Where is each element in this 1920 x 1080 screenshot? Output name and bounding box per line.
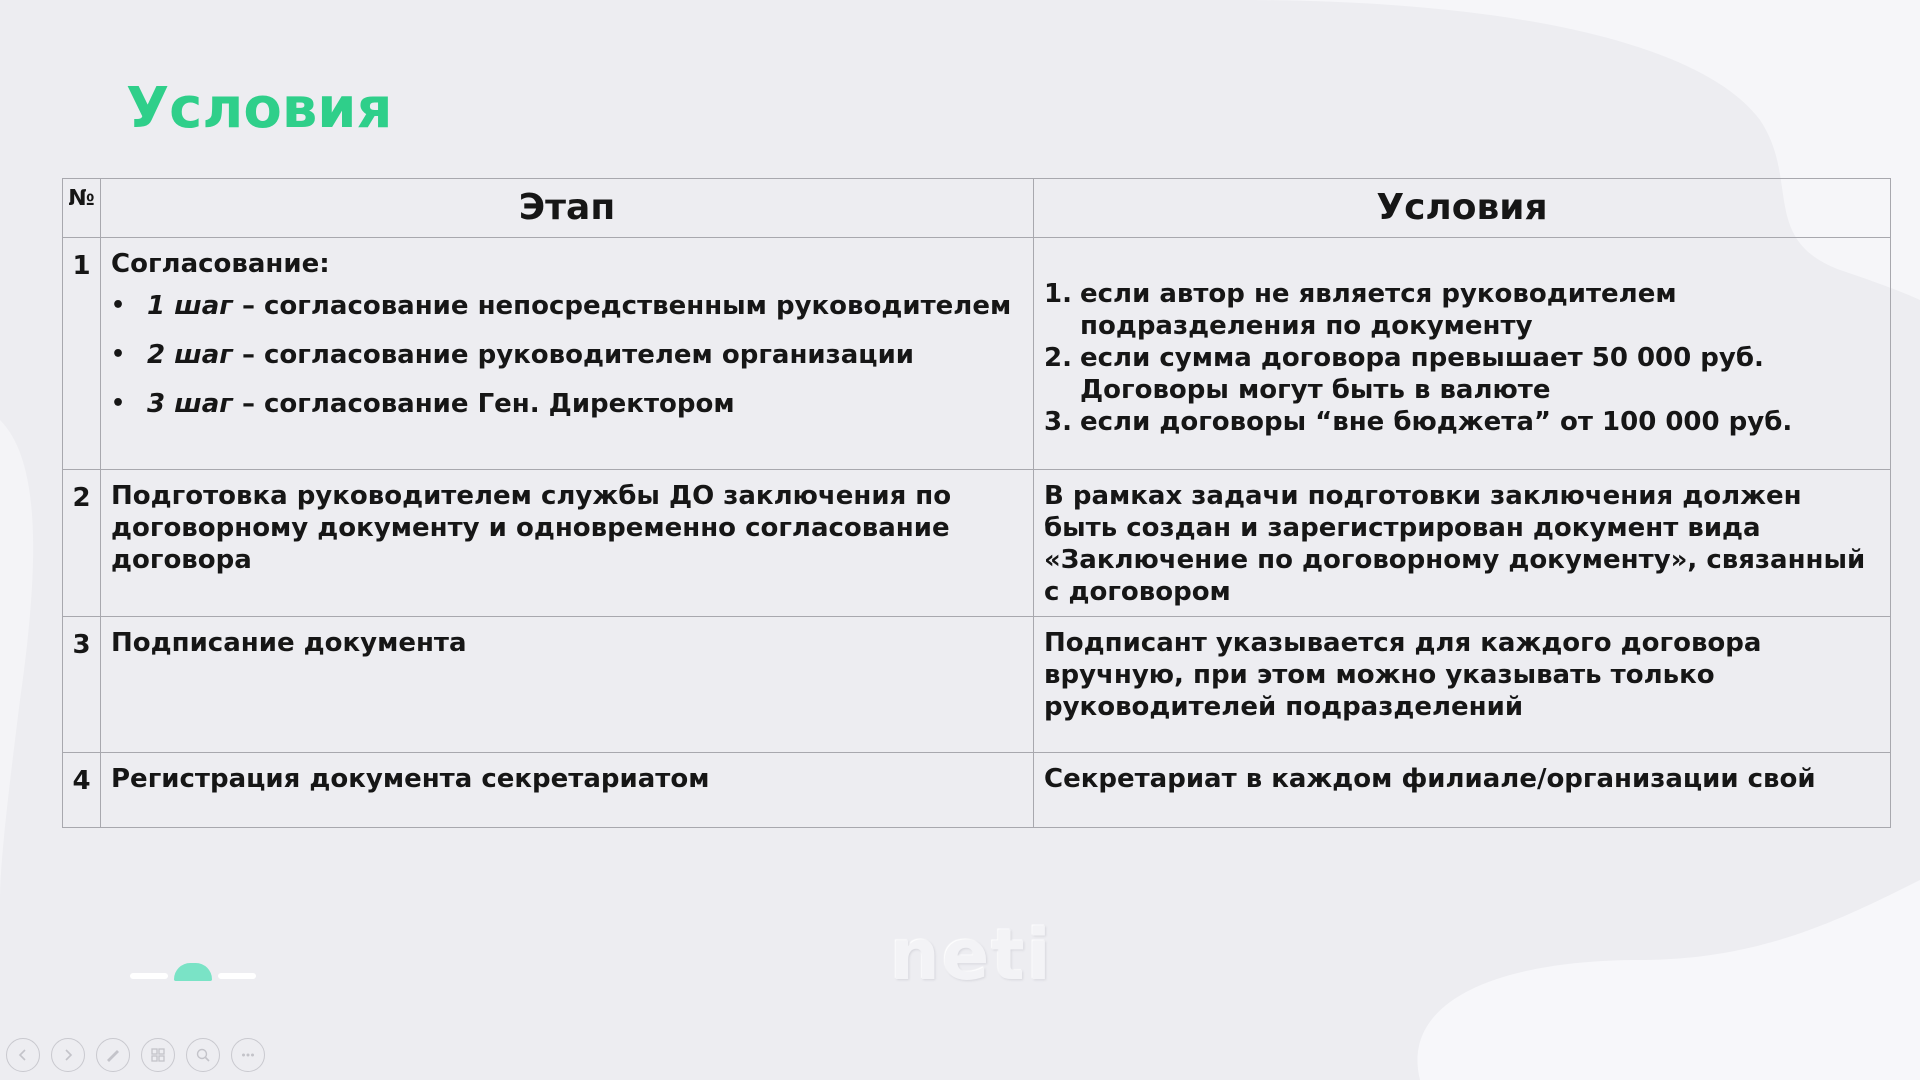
slides-grid-icon <box>150 1047 166 1063</box>
pager-dot-active[interactable] <box>174 963 212 981</box>
table-row <box>63 617 1891 753</box>
stage-cell: Подготовка руководителем службы ДО заключения по договорному документу и одновременно согласование договора <box>101 470 1034 617</box>
header-num: № <box>63 179 101 238</box>
list-number: 2. <box>1044 343 1072 373</box>
list-item <box>1044 406 1882 438</box>
condition-text: если сумма договора превышает 50 000 руб. Договоры могут быть в валюте <box>1080 343 1764 405</box>
step-text: – согласование руководителем организации <box>232 340 915 370</box>
bullet: • <box>111 342 126 367</box>
conditions-table <box>62 178 1891 828</box>
arrow-right-icon <box>61 1048 75 1062</box>
row-number: 1 <box>63 238 101 470</box>
neti-logo: neti <box>890 914 1053 996</box>
pager-dash-prev[interactable] <box>130 973 168 979</box>
table-row <box>63 470 1891 617</box>
condition-cell: В рамках задачи подготовки заключения должен быть создан и зарегистрирован документ вида «Заключение по договорному документу», связанный с договором <box>1034 470 1891 617</box>
slide-pager[interactable] <box>130 963 256 983</box>
bullet: • <box>111 293 126 318</box>
step-label: 3 шаг <box>147 389 233 419</box>
step-text: – согласование непосредственным руководителем <box>232 291 1012 321</box>
header-stage: Этап <box>101 179 1034 238</box>
row-number: 2 <box>63 470 101 617</box>
condition-text: если автор не является руководителем подразделения по документу <box>1080 279 1677 341</box>
stage-cell <box>101 238 1034 470</box>
table-row <box>63 753 1891 828</box>
list-item <box>111 290 1025 322</box>
stage-title: Согласование: <box>111 249 330 279</box>
list-number: 3. <box>1044 407 1072 437</box>
condition-cell: Подписант указывается для каждого договора вручную, при этом можно указывать только руководителей подразделений <box>1034 617 1891 753</box>
list-item <box>1044 342 1882 406</box>
slides-grid-button[interactable] <box>141 1038 175 1072</box>
zoom-button[interactable] <box>186 1038 220 1072</box>
slide-title: Условия <box>126 76 393 141</box>
zoom-icon <box>195 1047 211 1063</box>
list-number: 1. <box>1044 279 1072 309</box>
arrow-left-icon <box>16 1048 30 1062</box>
pager-dash-next[interactable] <box>218 973 256 979</box>
more-options-button[interactable] <box>231 1038 265 1072</box>
stage-cell: Регистрация документа секретариатом <box>101 753 1034 828</box>
stage-cell: Подписание документа <box>101 617 1034 753</box>
table-header-row <box>63 179 1891 238</box>
table-row <box>63 238 1891 470</box>
next-slide-button[interactable] <box>51 1038 85 1072</box>
conditions-list <box>1044 278 1882 438</box>
list-item <box>111 388 1025 420</box>
presentation-toolbar <box>6 1038 265 1074</box>
condition-text: если договоры “вне бюджета” от 100 000 руб. <box>1080 407 1793 437</box>
pen-icon <box>105 1047 121 1063</box>
step-label: 1 шаг <box>147 291 233 321</box>
pen-button[interactable] <box>96 1038 130 1072</box>
step-label: 2 шаг <box>147 340 233 370</box>
prev-slide-button[interactable] <box>6 1038 40 1072</box>
row-number: 4 <box>63 753 101 828</box>
row-number: 3 <box>63 617 101 753</box>
step-text: – согласование Ген. Директором <box>232 389 735 419</box>
condition-cell <box>1034 238 1891 470</box>
steps-list <box>111 290 1025 420</box>
header-conditions: Условия <box>1034 179 1891 238</box>
list-item <box>111 339 1025 371</box>
list-item <box>1044 278 1882 342</box>
bullet: • <box>111 391 126 416</box>
more-icon <box>240 1047 256 1063</box>
condition-cell: Секретариат в каждом филиале/организации свой <box>1034 753 1891 828</box>
